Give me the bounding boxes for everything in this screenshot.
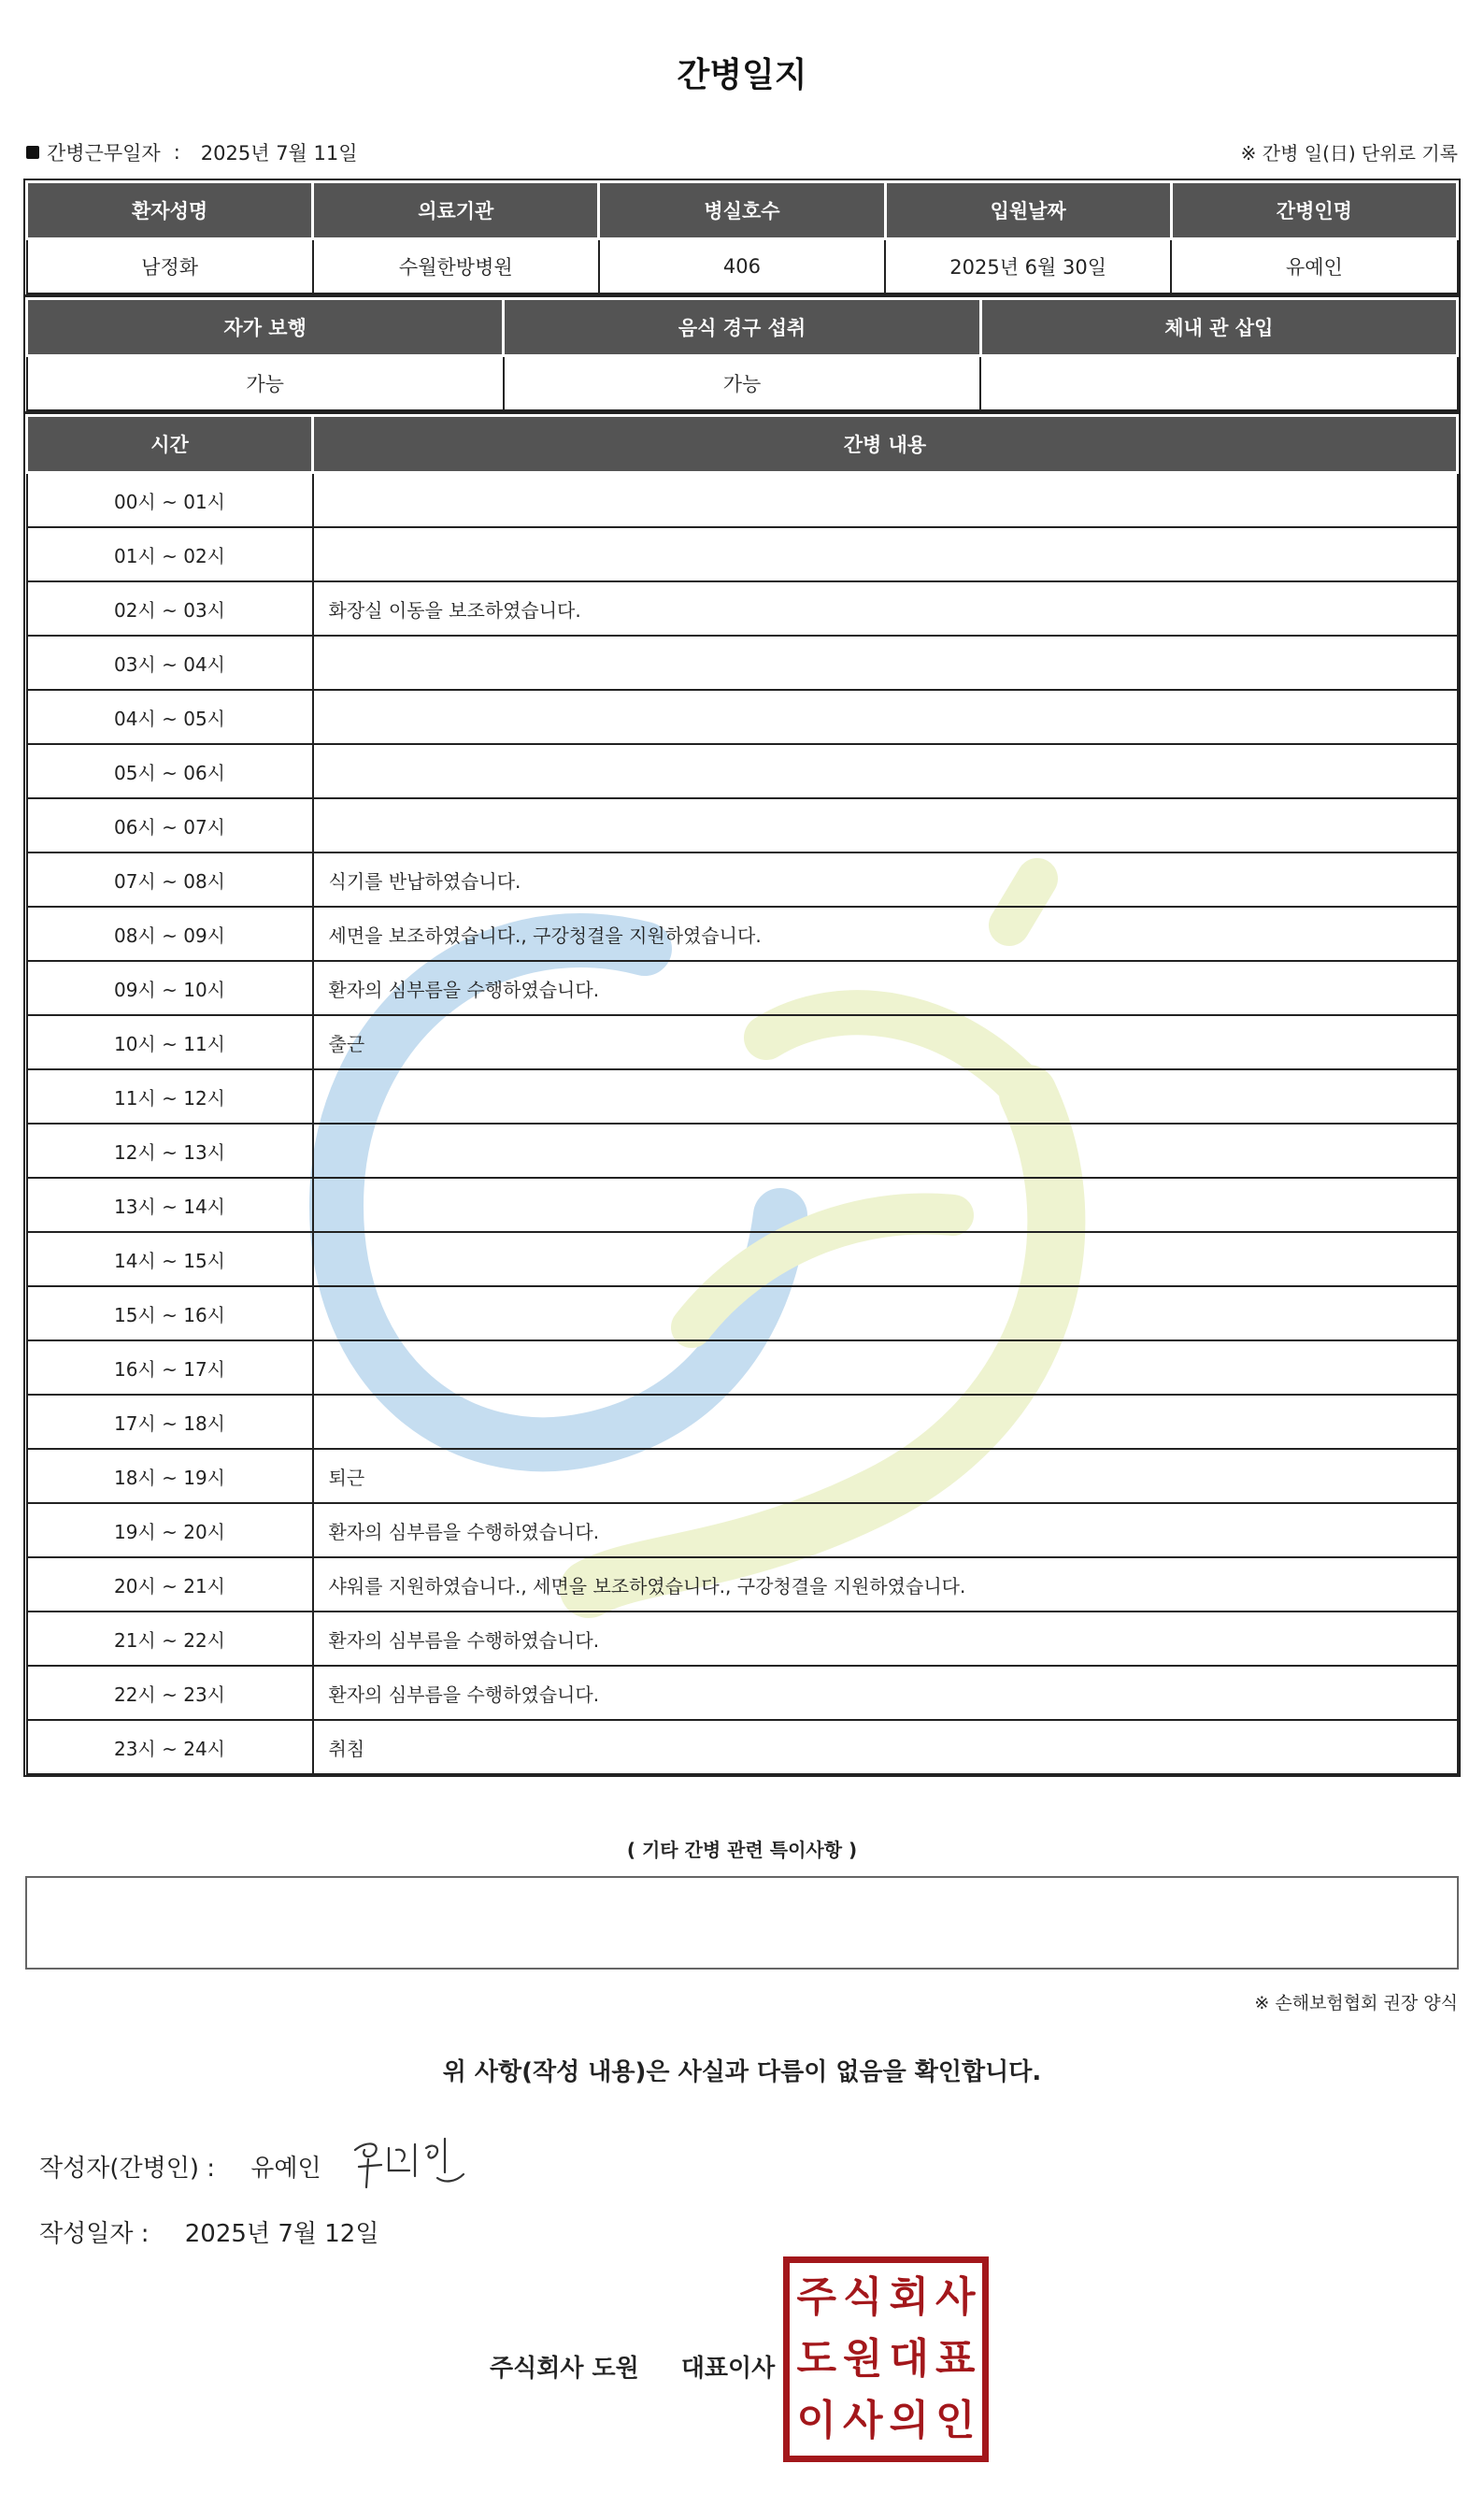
- table-row: [27, 1503, 1458, 1557]
- seal-character: 도: [796, 2335, 836, 2383]
- time-slot: 10시 ~ 11시: [27, 1015, 313, 1069]
- care-content: [313, 527, 1458, 581]
- care-content: [313, 636, 1458, 690]
- care-content: [313, 1395, 1458, 1449]
- writer-label: 작성자(간병인) :: [39, 2155, 216, 2183]
- company-name: 주식회사 도원: [490, 2355, 639, 2383]
- tube-insertion-value: [980, 356, 1457, 411]
- table-row: [27, 473, 1458, 528]
- table-row: [27, 636, 1458, 690]
- time-slot: 11시 ~ 12시: [27, 1069, 313, 1124]
- written-date-label: 작성일자 :: [39, 2220, 150, 2248]
- care-content: 샤워를 지원하였습니다., 세면을 보조하였습니다., 구강청결을 지원하였습니다.: [313, 1557, 1458, 1612]
- table-row: [27, 1612, 1458, 1666]
- table-row: [27, 907, 1458, 961]
- seal-character: 회: [889, 2273, 929, 2321]
- table-row: [27, 1286, 1458, 1340]
- care-content: [313, 473, 1458, 528]
- table-row: [27, 1720, 1458, 1774]
- header-room-number: 병실호수: [599, 182, 885, 239]
- header-hospital: 의료기관: [313, 182, 599, 239]
- seal-character: 사: [935, 2273, 976, 2321]
- seal-character: 이: [796, 2397, 836, 2444]
- table-row: [27, 1232, 1458, 1286]
- time-slot: 07시 ~ 08시: [27, 852, 313, 907]
- table-row: [27, 961, 1458, 1015]
- patient-name: 남정화: [27, 239, 313, 294]
- care-log-body: [27, 473, 1458, 1775]
- company-seal-stamp: [783, 2256, 989, 2462]
- time-slot: 21시 ~ 22시: [27, 1612, 313, 1666]
- written-date-line: [39, 2214, 378, 2249]
- time-slot: 02시 ~ 03시: [27, 581, 313, 636]
- time-slot: 17시 ~ 18시: [27, 1395, 313, 1449]
- source-note: ※ 손해보험협회 권장 양식: [1254, 1993, 1458, 2013]
- care-content: 환자의 심부름을 수행하였습니다.: [313, 1612, 1458, 1666]
- care-content: [313, 1286, 1458, 1340]
- care-content: [313, 1178, 1458, 1232]
- table-row: [27, 1178, 1458, 1232]
- time-slot: 19시 ~ 20시: [27, 1503, 313, 1557]
- care-content: 취침: [313, 1720, 1458, 1774]
- header-admission-date: 입원날짜: [885, 182, 1171, 239]
- care-content: [313, 690, 1458, 744]
- time-slot: 23시 ~ 24시: [27, 1720, 313, 1774]
- care-content: [313, 798, 1458, 852]
- patient-info-table: [25, 180, 1459, 294]
- seal-character: 의: [889, 2397, 929, 2444]
- writer-line: [39, 2149, 321, 2184]
- time-slot: 13시 ~ 14시: [27, 1178, 313, 1232]
- time-slot: 14시 ~ 15시: [27, 1232, 313, 1286]
- seal-character: 표: [935, 2335, 976, 2383]
- work-date-separator: :: [173, 141, 180, 164]
- header-care-content: 간병 내용: [313, 416, 1458, 473]
- time-slot: 01시 ~ 02시: [27, 527, 313, 581]
- care-content: 환자의 심부름을 수행하였습니다.: [313, 961, 1458, 1015]
- header-patient-name: 환자성명: [27, 182, 313, 239]
- care-content: 출근: [313, 1015, 1458, 1069]
- room-number: 406: [599, 239, 885, 294]
- time-slot: 20시 ~ 21시: [27, 1557, 313, 1612]
- time-slot: 16시 ~ 17시: [27, 1340, 313, 1395]
- care-content: [313, 1124, 1458, 1178]
- header-self-walking: 자가 보행: [27, 299, 504, 356]
- oral-intake-value: 가능: [504, 356, 980, 411]
- admission-date: 2025년 6월 30일: [885, 239, 1171, 294]
- care-content: [313, 1340, 1458, 1395]
- header-oral-intake: 음식 경구 섭취: [504, 299, 980, 356]
- table-row: [27, 1124, 1458, 1178]
- time-slot: 09시 ~ 10시: [27, 961, 313, 1015]
- unit-note: ※ 간병 일(日) 단위로 기록: [1240, 142, 1458, 165]
- table-row: [27, 527, 1458, 581]
- table-row: [27, 1069, 1458, 1124]
- company-line: [490, 2349, 775, 2384]
- special-notes-label: ( 기타 간병 관련 특이사항 ): [626, 1839, 858, 1861]
- self-walking-value: 가능: [27, 356, 504, 411]
- hospital-name: 수월한방병원: [313, 239, 599, 294]
- care-log-table: [25, 414, 1459, 1775]
- table-row: [27, 798, 1458, 852]
- special-notes-box: [25, 1876, 1459, 1970]
- header-tube-insertion: 체내 관 삽입: [980, 299, 1457, 356]
- care-content: 환자의 심부름을 수행하였습니다.: [313, 1666, 1458, 1720]
- time-slot: 18시 ~ 19시: [27, 1449, 313, 1503]
- table-row: [27, 744, 1458, 798]
- table-row: [27, 581, 1458, 636]
- care-content: [313, 744, 1458, 798]
- value-row: [27, 356, 1458, 411]
- time-slot: 15시 ~ 16시: [27, 1286, 313, 1340]
- header-row: [27, 416, 1458, 473]
- value-row: [27, 239, 1458, 294]
- header-row: [27, 182, 1458, 239]
- caregiver-name: 유예인: [1171, 239, 1457, 294]
- handwritten-signature: [348, 2129, 469, 2195]
- care-content: 식기를 반납하였습니다.: [313, 852, 1458, 907]
- care-content: 세면을 보조하였습니다., 구강청결을 지원하였습니다.: [313, 907, 1458, 961]
- seal-character: 식: [842, 2273, 883, 2321]
- table-row: [27, 852, 1458, 907]
- seal-character: 원: [842, 2335, 883, 2383]
- confirmation-statement: 위 사항(작성 내용)은 사실과 다름이 없음을 확인합니다.: [442, 2058, 1042, 2086]
- care-content: [313, 1069, 1458, 1124]
- table-row: [27, 1015, 1458, 1069]
- table-row: [27, 690, 1458, 744]
- time-slot: 06시 ~ 07시: [27, 798, 313, 852]
- table-row: [27, 1449, 1458, 1503]
- work-date-label: 간병근무일자: [47, 142, 161, 165]
- seal-character: 주: [796, 2273, 836, 2321]
- table-row: [27, 1395, 1458, 1449]
- care-content: 환자의 심부름을 수행하였습니다.: [313, 1503, 1458, 1557]
- time-slot: 05시 ~ 06시: [27, 744, 313, 798]
- time-slot: 08시 ~ 09시: [27, 907, 313, 961]
- patient-status-table: [25, 297, 1459, 411]
- care-content: [313, 1232, 1458, 1286]
- ceo-title: 대표이사: [680, 2355, 776, 2383]
- table-row: [27, 1340, 1458, 1395]
- page-title: 간병일지: [677, 56, 807, 94]
- seal-character: 대: [889, 2335, 929, 2383]
- written-date-value: 2025년 7월 12일: [184, 2220, 379, 2248]
- time-slot: 00시 ~ 01시: [27, 473, 313, 528]
- work-date: [26, 138, 358, 166]
- table-row: [27, 1666, 1458, 1720]
- work-date-value: 2025년 7월 11일: [200, 142, 358, 165]
- seal-character: 사: [842, 2397, 883, 2444]
- time-slot: 22시 ~ 23시: [27, 1666, 313, 1720]
- header-caregiver-name: 간병인명: [1171, 182, 1457, 239]
- table-row: [27, 1557, 1458, 1612]
- seal-character: 인: [935, 2397, 976, 2444]
- time-slot: 12시 ~ 13시: [27, 1124, 313, 1178]
- writer-name: 유예인: [250, 2155, 321, 2183]
- care-content: 화장실 이동을 보조하였습니다.: [313, 581, 1458, 636]
- time-slot: 03시 ~ 04시: [27, 636, 313, 690]
- header-row: [27, 299, 1458, 356]
- bullet-square-icon: [26, 146, 39, 159]
- time-slot: 04시 ~ 05시: [27, 690, 313, 744]
- care-content: 퇴근: [313, 1449, 1458, 1503]
- header-time: 시간: [27, 416, 313, 473]
